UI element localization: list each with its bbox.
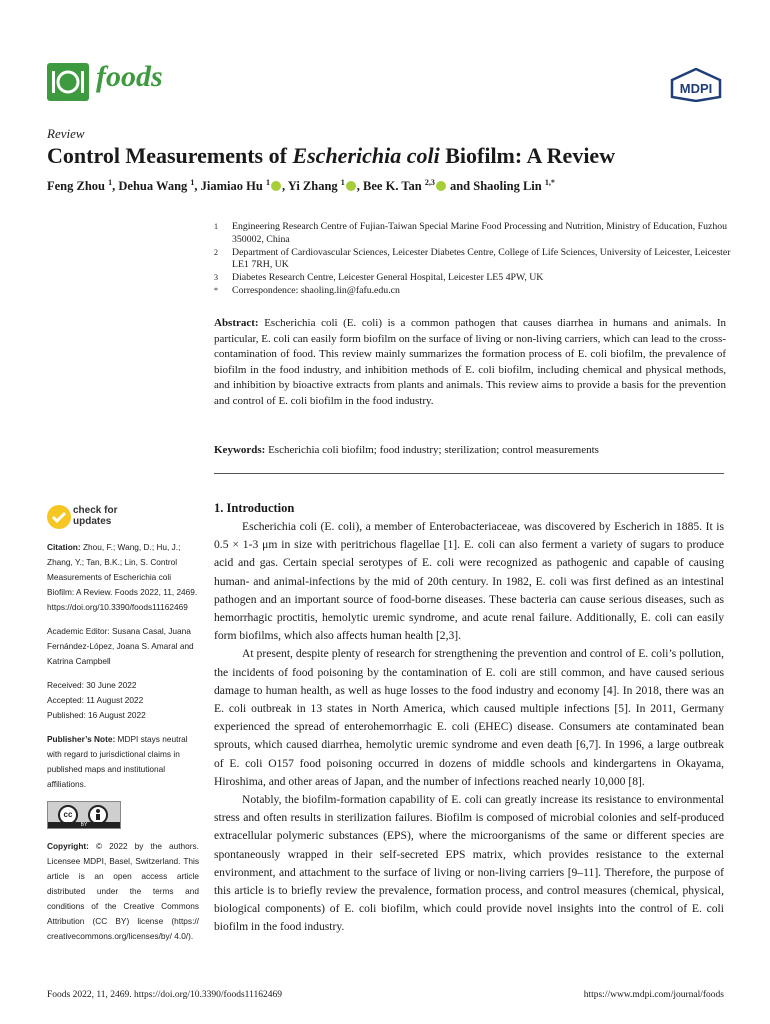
- author-name[interactable]: Bee K. Tan: [363, 179, 422, 194]
- check-line1: check for: [73, 505, 118, 516]
- title-organism: Escherichia coli: [292, 143, 440, 168]
- cc-icon: cc: [58, 805, 78, 825]
- journal-name: foods: [96, 60, 163, 93]
- title-part: Biofilm: A Review: [439, 143, 616, 168]
- received-date: Received: 30 June 2022: [47, 680, 137, 690]
- copyright-block: [47, 839, 199, 944]
- affiliation-number: 3: [214, 273, 218, 283]
- author-name[interactable]: Shaoling Lin: [473, 179, 542, 194]
- author: [473, 179, 555, 193]
- abstract-label: Abstract:: [214, 317, 259, 329]
- citation-label: Citation:: [47, 542, 81, 552]
- check-for-updates-button[interactable]: [47, 503, 157, 531]
- accepted-date: Accepted: 11 August 2022: [47, 695, 144, 705]
- author-affiliation-mark: 1: [340, 178, 345, 187]
- publisher-note-text: MDPI stays neutral with regard to jurisdictional claims in published maps and institutional affiliations.: [47, 734, 188, 789]
- author: [201, 179, 282, 193]
- orcid-icon[interactable]: [436, 181, 446, 191]
- keywords: [214, 443, 726, 458]
- author-name[interactable]: Feng Zhou: [47, 179, 106, 194]
- publisher-note: [47, 732, 199, 792]
- affiliation-item: [214, 221, 734, 247]
- author: [363, 179, 447, 193]
- affiliation-text: Diabetes Research Centre, Leicester General Hospital, Leicester LE5 4PW, UK: [232, 272, 544, 284]
- article-title: [47, 142, 737, 170]
- keywords-text: Escherichia coli biofilm; food industry; sterilization; control measurements: [268, 444, 599, 456]
- section-body: [214, 518, 724, 937]
- author: [47, 179, 112, 193]
- orcid-icon[interactable]: [271, 181, 281, 191]
- cc-by-license-icon[interactable]: [47, 801, 121, 829]
- affiliation-text: Department of Cardiovascular Sciences, Leicester Diabetes Centre, College of Life Sciences, University of Leicester, Leicester LE1 7RH, UK: [232, 246, 731, 271]
- affiliation-number: *: [214, 285, 218, 295]
- section-heading: 1. Introduction: [214, 501, 295, 515]
- body-paragraph: Notably, the biofilm-formation capability of E. coli can greatly increase its resistance to environmental stress and often results in sterilization failures. Biofilm is composed of microbial colonies and self-produced extracellular polymeric substances (EPS), where the microorganisms of the same or different species are spontaneously wrapped in their self-secreted EPS matrix, which provides resistance to the external environment, and attachment to the surface of living or non-living carriers [9–11]. Therefore, the purpose of this article is to briefly review the prevalence, formation process, and control measures (chemical, physical, biological components) of E. coli biofilm, which could provide novel insights into the control of E. coli biofilm in the food industry.: [214, 793, 724, 934]
- affiliations: [214, 221, 734, 298]
- affiliation-text: Correspondence: shaoling.lin@fafu.edu.cn: [232, 284, 400, 296]
- author-affiliation-mark: 1: [108, 178, 113, 187]
- license-strip: [48, 822, 120, 828]
- copyright-label: Copyright:: [47, 841, 89, 851]
- author-list: Feng Zhou $^1$, Dehua Wang $^1$, Jiamiao Hu $^1$ , Yi Zhang $^1$ , Bee K. Tan $^{2,3}$ and Shaoling Lin $^{1,*}$: [47, 178, 555, 194]
- section-divider: [214, 473, 724, 474]
- body-paragraph: At present, despite plenty of research for strengthening the prevention and control of E. coli’s pollution, the incidents of food poisoning by the contamination of E. coli are still common, and have caused serious damage to human health, as well as huge losses to the food industry and economy [4]. In 2018, there was an E. coli outbreak in 13 states in North America, which caused multiple infections [5]. In 2011, Germany experienced the spread of enterohemorrhagic E. coli (EHEC) disease. Consumers ate contaminated bean sprouts, which caused diarrhea, hemolytic uremic syndrome and even death [6,7]. In 1996, a large outbreak of E. coli O157 food poisoning occurred in dozens of middle schools and kindergartens in Okayama, Hiroshima, and other areas of Japan, and the number of infections reached nearly 10,000 [8].: [214, 647, 724, 788]
- article-type: Review: [47, 126, 85, 141]
- mdpi-logo-icon[interactable]: [668, 68, 724, 102]
- mdpi-logo-text: MDPI: [679, 81, 713, 96]
- abstract: [214, 316, 726, 409]
- copyright-text: © 2022 by the authors. Licensee MDPI, Basel, Switzerland. This article is an open access article distributed under the terms and conditions of the Creative Commons Attribution (CC BY) license (https:// creativecommons.org/licenses/by/ 4.0/).: [47, 841, 199, 941]
- author-name[interactable]: Jiamiao Hu: [200, 179, 263, 194]
- side-column: [47, 540, 199, 944]
- foods-logo-icon: [47, 63, 89, 101]
- publisher-note-label: Publisher’s Note:: [47, 734, 116, 744]
- author-affiliation-mark: 1,*: [544, 178, 555, 187]
- affiliation-number: 1: [214, 222, 218, 231]
- by-label: BY: [80, 822, 88, 828]
- published-date: Published: 16 August 2022: [47, 710, 146, 720]
- check-for-updates-icon: [47, 505, 71, 529]
- author-affiliation-mark: 1: [265, 178, 270, 187]
- orcid-icon[interactable]: [346, 181, 356, 191]
- check-for-updates-label: [73, 505, 117, 527]
- academic-editor: Academic Editor: Susana Casal, Juana Fernández-López, Joana S. Amaral and Katrina Campbell: [47, 626, 194, 666]
- affiliation-text: Engineering Research Centre of Fujian-Taiwan Special Marine Food Processing and Nutrition, Ministry of Education, Fuzhou 350002, China: [232, 221, 728, 245]
- footer-citation: Foods 2022, 11, 2469. https://doi.org/10.3390/foods11162469: [47, 990, 282, 1000]
- title-part: Control Measurements of: [47, 143, 293, 168]
- author-affiliation-mark: 2,3: [424, 178, 435, 187]
- affiliation-number: 2: [214, 247, 218, 257]
- author-name[interactable]: Yi Zhang: [287, 179, 338, 194]
- abstract-text: Escherichia coli (E. coli) is a common pathogen that causes diarrhea in humans and animals. In particular, E. coli can easily form biofilm on the surface of living or non-living carriers, which can lead to the cross-contamination of food. This review mainly summarizes the formation process of E. coli biofilm, the prevalence of biofilm in the food industry, and inhibition methods of E. coli biofilm, including chemical and physical methods, and inhibition by bioactive extracts from plants and animals. This review aims to provide a basis for the prevention and control of E. coli biofilm in the food industry.: [214, 317, 726, 407]
- citation-text: Zhou, F.; Wang, D.; Hu, J.; Zhang, Y.; Tan, B.K.; Lin, S. Control Measurements of Escherichia coli Biofilm: A Review. Foods 2022, 11, 2469. https://doi.org/10.3390/foods11162469: [47, 542, 198, 612]
- check-line2: updates: [73, 516, 112, 527]
- author-affiliation-mark: 1: [190, 178, 195, 187]
- affiliation-item: [214, 285, 734, 298]
- affiliation-item: [214, 247, 734, 273]
- keywords-label: Keywords:: [214, 444, 266, 456]
- body-paragraph: Escherichia coli (E. coli), a member of Enterobacteriaceae, was discovered by Escherich in 1885. It is 0.5 × 1-3 μm in size with peritrichous flagellae [1]. E. coli can also ferment a variety of sugars to produce acid and gas. Certain special serotypes of E. coli were recognized as pathogenic and capable of causing human- and animal-infections by the mid of 20th century. In 1982, E. coli was first defined as an intestinal pathogen and an important source of food-borne diseases. These bacteria can cause serious diseases, such as hemorrhagic proctitis, hemolytic uremic syndrome, and acute renal failure. Additionally, E. coli can easily form biofilms, which also affects human health [2,3].: [214, 520, 724, 643]
- footer-journal-link[interactable]: https://www.mdpi.com/journal/foods: [583, 990, 724, 1000]
- citation-block: [47, 540, 199, 615]
- author-name[interactable]: Dehua Wang: [118, 179, 188, 194]
- affiliation-item: [214, 272, 734, 285]
- author: [118, 179, 194, 193]
- author: [288, 179, 357, 193]
